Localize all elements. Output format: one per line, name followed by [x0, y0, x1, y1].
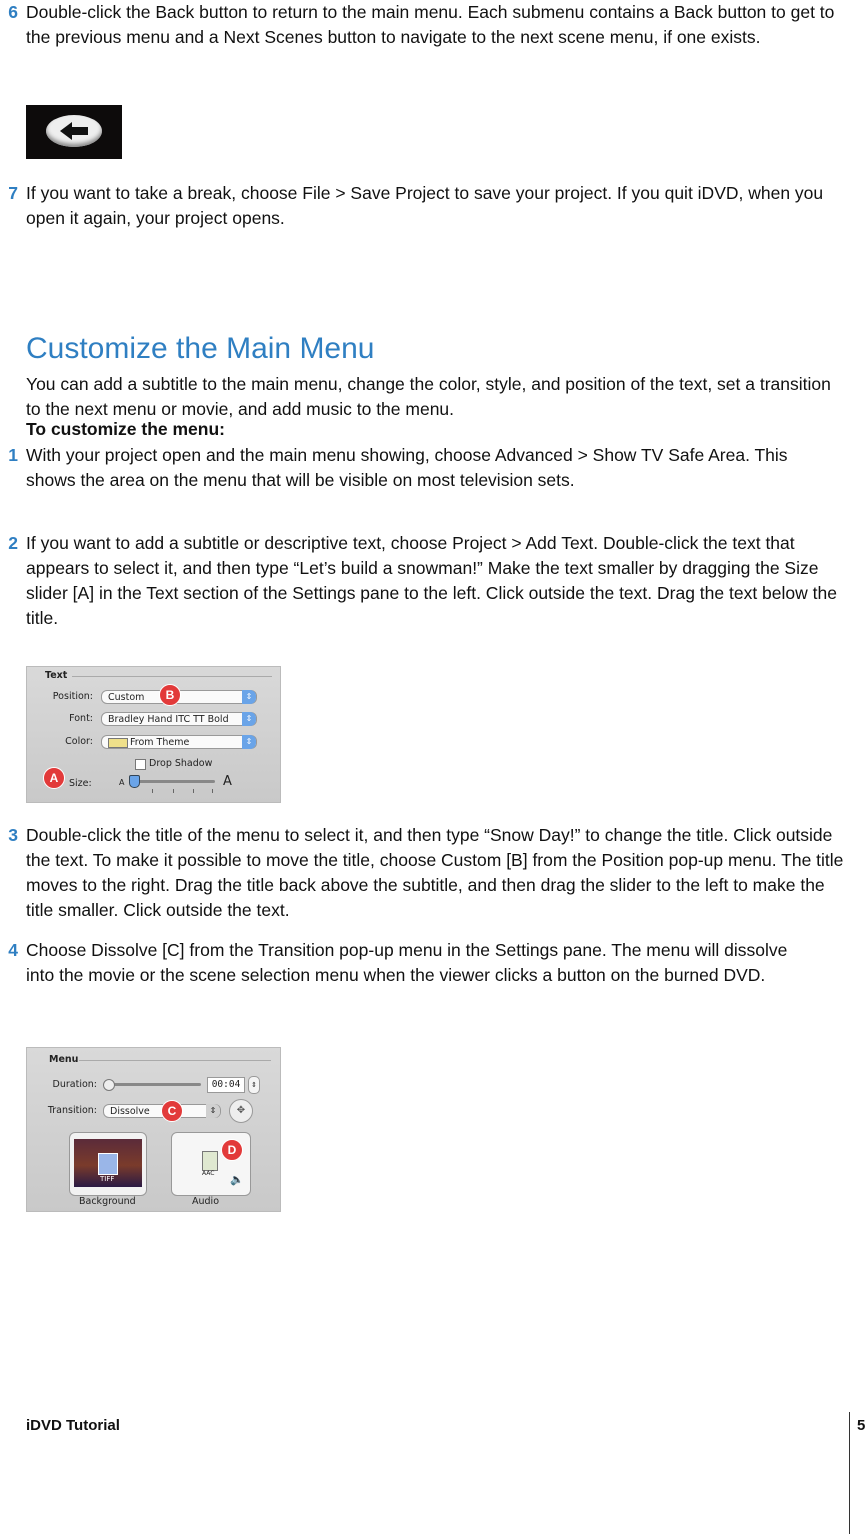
background-well[interactable] — [69, 1132, 147, 1196]
position-label: Position: — [52, 691, 93, 702]
transition-label: Transition: — [47, 1105, 97, 1116]
background-thumbnail — [74, 1139, 142, 1187]
step-number: 1 — [8, 445, 18, 465]
step-number: 6 — [8, 2, 18, 22]
divider — [72, 676, 272, 677]
panel-heading: Text — [45, 670, 68, 681]
back-arrow-icon — [46, 115, 102, 147]
page-number: 5 — [857, 1417, 866, 1434]
chevron-updown-icon: ⇕ — [242, 712, 256, 726]
step-text: With your project open and the main menu showing, choose Advanced > Show TV Safe Area. This shows the area on the menu that will be visible on most television sets. — [26, 445, 788, 490]
drop-shadow-label: Drop Shadow — [149, 758, 213, 769]
callout-c: C — [161, 1100, 183, 1122]
aac-file-icon — [202, 1151, 218, 1171]
duration-label: Duration: — [52, 1079, 97, 1090]
aac-label: AAC — [202, 1170, 215, 1177]
footer-rule — [849, 1412, 850, 1534]
divider — [79, 1060, 271, 1061]
step-number: 2 — [8, 533, 18, 553]
tick — [152, 789, 153, 793]
speaker-icon[interactable]: 🔈 — [230, 1173, 244, 1186]
step-text: If you want to add a subtitle or descriptive text, choose Project > Add Text. Double-click the text that appears to select it, and then type “Let’s build a snowman!” Make the text smaller by dragging the Size slider [A] in the Text section of the Settings pane to the left. Click outside the text. Drag the text below the title. — [26, 533, 837, 628]
chevron-updown-icon: ⇕ — [242, 690, 256, 704]
step-text: Choose Dissolve [C] from the Transition pop-up menu in the Settings pane. The menu will dissolve into the movie or the scene selection menu when the viewer clicks a button on the burned DVD. — [26, 940, 788, 985]
tiff-file-icon — [98, 1153, 118, 1175]
chevron-updown-icon: ⇕ — [206, 1104, 220, 1118]
color-swatch — [108, 738, 128, 748]
duration-slider-thumb[interactable] — [103, 1079, 115, 1091]
footer-title: iDVD Tutorial — [26, 1417, 120, 1434]
size-slider-track[interactable] — [131, 780, 215, 783]
task-heading: To customize the menu: — [26, 419, 225, 439]
font-value: Bradley Hand ITC TT Bold — [108, 714, 229, 725]
menu-settings-panel — [26, 1047, 281, 1212]
step-7 — [8, 181, 856, 231]
chevron-updown-icon: ⇕ — [242, 735, 256, 749]
color-label: Color: — [65, 736, 93, 747]
section-title: Customize the Main Menu — [26, 332, 375, 365]
font-popup[interactable] — [101, 712, 257, 726]
step-4 — [8, 938, 816, 988]
tick — [212, 789, 213, 793]
text-settings-panel — [26, 666, 281, 803]
back-button-image — [26, 105, 122, 159]
size-small-label: A — [119, 778, 125, 787]
position-value: Custom — [108, 692, 145, 703]
step-text: Double-click the title of the menu to select it, and then type “Snow Day!” to change the title. Click outside the text. To make it possible to move the title, choose Custom [B] from the Position pop-up menu. The title moves to the right. Drag the title back above the subtitle, and then drag the slider to the left to make the title smaller. Click outside the text. — [26, 825, 844, 920]
step-number: 7 — [8, 183, 18, 203]
direction-control-icon[interactable]: ✥ — [229, 1099, 253, 1123]
transition-value: Dissolve — [110, 1106, 150, 1117]
duration-stepper[interactable]: ⇕ — [248, 1076, 260, 1094]
size-label: Size: — [69, 778, 92, 789]
step-text: Double-click the Back button to return to the main menu. Each submenu contains a Back button to get to the previous menu and a Next Scenes button to navigate to the next scene menu, if one exists. — [26, 2, 835, 47]
section-intro: You can add a subtitle to the main menu, change the color, style, and position of the text, set a transition to the next menu or movie, and add music to the menu. — [26, 374, 831, 419]
tick — [173, 789, 174, 793]
panel-heading: Menu — [49, 1054, 79, 1065]
callout-a: A — [43, 767, 65, 789]
step-text: If you want to take a break, choose File > Save Project to save your project. If you quit iDVD, when you open it again, your project opens. — [26, 183, 824, 228]
step-number: 4 — [8, 940, 18, 960]
color-popup[interactable] — [101, 735, 257, 749]
callout-b: B — [159, 684, 181, 706]
duration-field[interactable]: 00:04 — [207, 1077, 245, 1093]
color-value: From Theme — [130, 737, 190, 748]
tiff-label: TIFF — [100, 1175, 115, 1183]
duration-slider-track[interactable] — [105, 1083, 201, 1086]
callout-d: D — [221, 1139, 243, 1161]
step-1 — [8, 443, 841, 493]
background-label: Background — [79, 1196, 136, 1207]
step-6 — [8, 0, 856, 50]
step-3 — [8, 823, 851, 923]
size-large-label: A — [223, 774, 232, 789]
step-2 — [8, 531, 846, 631]
size-slider-thumb[interactable] — [129, 775, 140, 788]
drop-shadow-checkbox[interactable] — [135, 759, 146, 770]
font-label: Font: — [69, 713, 93, 724]
tick — [193, 789, 194, 793]
audio-label: Audio — [192, 1196, 220, 1207]
step-number: 3 — [8, 825, 18, 845]
